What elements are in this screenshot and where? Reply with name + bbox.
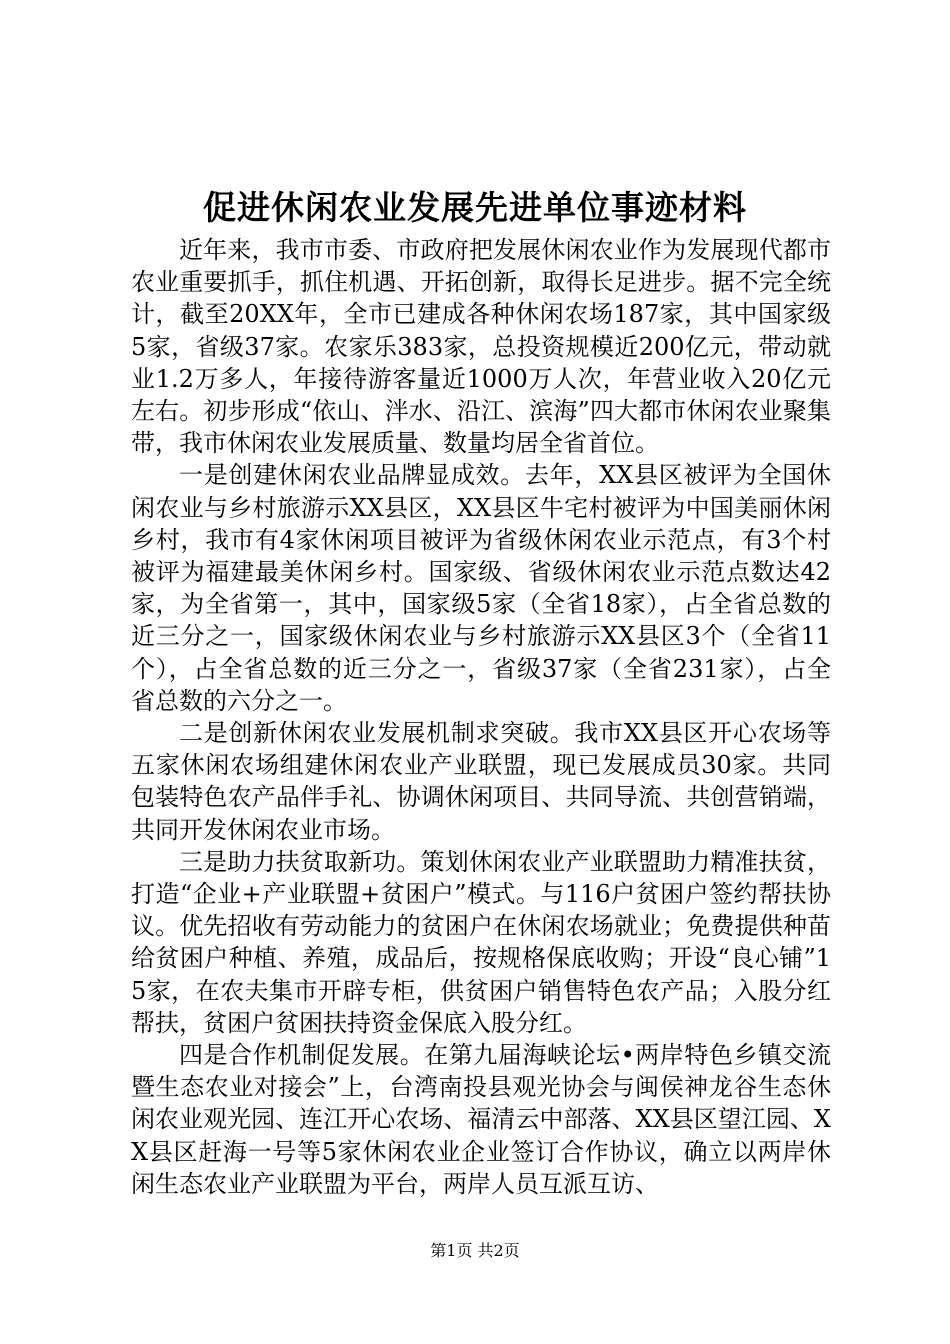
paragraph-brand: 一是创建休闲农业品牌显成效。去年，XX县区被评为全国休闲农业与乡村旅游示XX县区，XX县区牛宅村被评为中国美丽休闲乡村，我市有4家休闲项目被评为省级休闲农业示范点，有3个村被评为福建最美休闲乡村。国家级、省级休闲农业示范点数达42家，为全省第一，其中，国家级5家（全省18家），占全省总数的近三分之一，国家级休闲农业与乡村旅游示XX县区3个（全省11个），占全省总数的近三分之一，省级37家（全省231家），占全省总数的六分之一。 xyxy=(131,461,831,715)
page-number-footer: 第1页 共2页 xyxy=(430,1241,520,1260)
paragraph-cooperation: 四是合作机制促发展。在第九届海峡论坛•两岸特色乡镇交流暨生态农业对接会”上，台湾南投县观光协会与闽侯神龙谷生态休闲农业观光园、连江开心农场、福清云中部落、XX县区望江园、XX县区赶海一号等5家休闲农业企业签订合作协议，确立以两岸休闲生态农业产业联盟为平台，两岸人员互派互访、 xyxy=(131,1041,831,1198)
document-body xyxy=(131,234,831,1200)
paragraph-intro: 近年来，我市市委、市政府把发展休闲农业作为发展现代都市农业重要抓手，抓住机遇、开拓创新，取得长足进步。据不完全统计，截至20XX年，全市已建成各种休闲农场187家，其中国家级5家，省级37家。农家乐383家，总投资规模近200亿元，带动就业1.2万多人，年接待游客量近1000万人次，年营业收入20亿元左右。初步形成“依山、泮水、沿江、滨海”四大都市休闲农业聚集带，我市休闲农业发展质量、数量均居全省首位。 xyxy=(131,236,831,458)
paragraph-mechanism: 二是创新休闲农业发展机制求突破。我市XX县区开心农场等五家休闲农场组建休闲农业产业联盟，现已发展成员30家。共同包装特色农产品伴手礼、协调休闲项目、共同导流、共创营销端，共同开发休闲农业市场。 xyxy=(131,719,831,844)
document-title: 促进休闲农业发展先进单位事迹材料 xyxy=(203,188,747,227)
paragraph-poverty: 三是助力扶贫取新功。策划休闲农业产业联盟助力精准扶贫，打造“企业+产业联盟+贫困户”模式。与116户贫困户签约帮扶协议。优先招收有劳动能力的贫困户在休闲农场就业；免费提供种苗给贫困户种植、养殖，成品后，按规格保底收购；开设“良心铺”15家，在农夫集市开辟专柜，供贫困户销售特色农产品；入股分红帮扶，贫困户贫困扶持资金保底入股分红。 xyxy=(131,847,831,1037)
